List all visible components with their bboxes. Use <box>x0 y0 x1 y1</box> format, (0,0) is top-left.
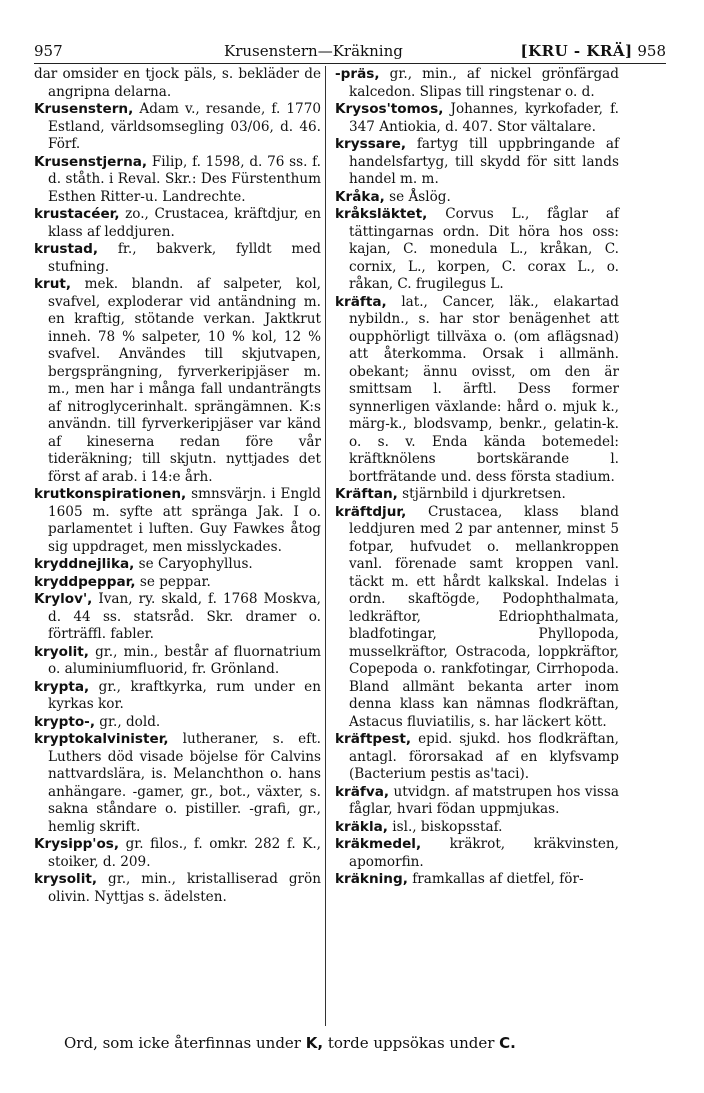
entry-text: Johannes, kyrkofader, f. 347 Antiokia, d. 407. Stor vältalare. <box>349 101 619 135</box>
entry-headword: kräftdjur, <box>335 503 407 520</box>
dictionary-entry <box>335 784 619 819</box>
entry-headword: -präs, <box>335 66 380 82</box>
dictionary-entry <box>34 871 321 906</box>
entry-text: gr., min., består af fluornatrium o. aluminiumfluorid, fr. Grönland. <box>48 643 321 677</box>
entry-text: kräkrot, kräkvinsten, apomorfin. <box>349 836 619 870</box>
entry-range: [KRU - KRÄ] <box>520 42 633 60</box>
entry-headword: kräkning, <box>335 871 408 887</box>
footer-text-a: Ord, som icke återfinnas under <box>64 1034 306 1052</box>
entry-text: gr., min., af nickel grönfärgad kalcedon. Slipas till ringstenar o. d. <box>349 66 619 100</box>
left-column <box>34 66 321 906</box>
entry-text: Ivan, ry. skald, f. 1768 Moskva, d. 44 ss. statsråd. Skr. dramer o. förträffl. fabler. <box>48 591 321 642</box>
entry-text: epid. sjukd. hos flodkräftan, antagl. förorsakad af en klyfsvamp (Bacterium pestis as'taci). <box>349 731 619 782</box>
entry-text: Adam v., resande, f. 1770 Estland, världsomsegling 03/06, d. 46. Förf. <box>48 101 321 152</box>
dictionary-entry <box>34 154 321 207</box>
dictionary-entry <box>34 206 321 241</box>
entry-headword: krutkonspirationen, <box>34 486 187 502</box>
entry-headword: Kråka, <box>335 188 385 205</box>
dictionary-entry <box>34 836 321 871</box>
entry-text: stjärnbild i djurkretsen. <box>397 486 566 502</box>
entry-text: gr., kraftkyrka, rum under en kyrkas kor. <box>48 678 321 712</box>
dictionary-entry <box>335 101 619 136</box>
entry-text: se Caryophyllus. <box>134 556 253 572</box>
entry-headword: krustad, <box>34 241 99 257</box>
entry-text: dar omsider en tjock päls, s. bekläder de angripna delarna. <box>34 66 321 100</box>
entry-headword: kräkla, <box>335 818 388 835</box>
entry-text: fr., bakverk, fylldt med stufning. <box>48 241 321 275</box>
entry-headword: Krylov', <box>34 591 93 607</box>
dictionary-entry <box>335 486 619 504</box>
entry-headword: Krusenstern, <box>34 101 134 117</box>
right-column <box>335 66 619 889</box>
entry-text: gr., dold. <box>94 713 161 730</box>
entry-headword: kryolit, <box>34 643 89 660</box>
entry-text: Filip, f. 1598, d. 76 ss. f. d. ståth. i Reval. Skr.: Des Fürstenthum Esthen Ritter-u. Landrechte. <box>48 153 321 205</box>
entry-text: gr. filos., f. omkr. 282 f. K., stoiker, d. 209. <box>48 836 321 870</box>
entry-text: smnsvärjn. i Engld 1605 m. syfte att spränga Jak. I o. parlamentet i luften. Guy Fawkes åtog sig uppdraget, men misslyckades. <box>48 486 321 555</box>
header-rule <box>34 63 666 64</box>
entry-text: zo., Crustacea, kräftdjur, en klass af leddjuren. <box>48 206 321 240</box>
entry-text: se Åslög. <box>384 188 451 205</box>
dictionary-entry <box>335 189 619 207</box>
page-number-left: 957 <box>34 42 63 60</box>
entry-text: lutheraner, s. eft. Luthers död visade böjelse för Calvins nattvardslära, is. Melanchthon o. hans anhängare. -gamer, gr., bot., växter, s. sakna ståndare o. pistiller. -grafi, gr., hemlig skrift. <box>48 731 321 835</box>
dictionary-entry <box>335 66 619 101</box>
entry-headword: Krusenstjerna, <box>34 153 148 170</box>
entry-headword: kräkmedel, <box>335 836 422 852</box>
entry-text: fartyg till uppbringande af handelsfartyg, till skydd för sitt lands handel m. m. <box>349 136 619 187</box>
entry-text: utvidgn. af matstrupen hos vissa fåglar, hvari födan uppmjukas. <box>349 783 619 817</box>
footer-letter-c: C. <box>499 1034 516 1052</box>
entry-headword: krut, <box>34 276 72 292</box>
entry-text: mek. blandn. af salpeter, kol, svafvel, exploderar vid antändning m. en kraftig, stötande verkan. Jaktkrut inneh. 78 % salpeter, 10 % kol, 12 % svafvel. Användes till skjutvapen, bergsprängning, fyrverkeripjäser m. m., men har i många fall undanträngts af nitroglycerinhalt. sprängämnen. K:s användn. till fyrverkeripjäser var känd af kineserna redan före vår tideräkning; till skjutn. nyttjades det först af arab. i 14:e årh. <box>48 276 321 485</box>
entry-text: se peppar. <box>135 573 211 590</box>
entry-text: isl., biskopsstaf. <box>387 818 503 835</box>
footer-letter-k: K, <box>305 1034 324 1052</box>
dictionary-entry <box>335 819 619 837</box>
entry-text: Corvus L., fåglar af tättingarnas ordn. Dit höra hos oss: kajan, C. monedula L., kråkan, C. cornix, L., korpen, C. corax L., o. råkan, C. frugilegus L. <box>349 206 619 292</box>
header-right <box>520 42 666 60</box>
entry-text: Crustacea, klass bland leddjuren med 2 par antenner, minst 5 fotpar, hufvudet o. mellankroppen vanl. förenade samt kroppen vanl. täckt m. ett hårdt kalkskal. Indelas i ordn. skaftögde, Podophthalmata, ledkräftor, Edriophthalmata, bladfotingar, Phyllopoda, musselkräftor, Ostracoda, loppkräftor, Copepoda o. rankfotingar, Cirrhopoda. Bland allmänt bekanta arter inom denna klass kan nämnas flodkräftan, Astacus fluviatilis, s. har läckert kött. <box>349 503 619 730</box>
dictionary-entry <box>34 714 321 732</box>
dictionary-entry <box>335 871 619 889</box>
dictionary-entry <box>34 486 321 556</box>
entry-headword: krypto-, <box>34 713 95 730</box>
entry-headword: Krysos'tomos, <box>335 101 444 117</box>
dictionary-entry <box>335 731 619 784</box>
dictionary-entry <box>335 206 619 294</box>
dictionary-entry <box>34 101 321 154</box>
entry-headword: kräftpest, <box>335 731 412 747</box>
dictionary-entry <box>34 574 321 592</box>
running-title: Krusenstern—Kräkning <box>224 42 403 60</box>
dictionary-entry <box>335 136 619 189</box>
dictionary-entry <box>34 66 321 101</box>
dictionary-entry <box>34 679 321 714</box>
dictionary-entry <box>34 241 321 276</box>
dictionary-entry <box>335 836 619 871</box>
dictionary-entry <box>335 294 619 487</box>
entry-text: gr., min., kristalliserad grön olivin. Nyttjas s. ädelsten. <box>48 871 321 905</box>
entry-headword: krypta, <box>34 678 90 695</box>
entry-text: lat., Cancer, läk., elakartad nybildn., s. har stor benägenhet att oupphörligt tillväxa o. (om aflägsnad) att återkomma. Orsak i allmänh. obekant; ännu ovisst, om den är smittsam l. ärftl. Dess former synnerligen växlande: hård o. mjuk k., märg-k., blodsvamp, benkr., gelatin-k. o. s. v. Enda kända botemedel: kräftknölens bortskärande l. bortfrätande und. dess första stadium. <box>349 293 619 485</box>
entry-text: framkallas af dietfel, för- <box>407 871 584 887</box>
dictionary-entry <box>34 276 321 486</box>
dictionary-entry <box>34 731 321 836</box>
page-header <box>34 38 666 64</box>
entry-headword: kryptokalvinister, <box>34 731 169 747</box>
footer-note <box>64 1034 664 1052</box>
dictionary-entry <box>34 591 321 644</box>
entry-headword: Kräftan, <box>335 486 398 502</box>
entry-headword: kräfta, <box>335 293 387 310</box>
entry-headword: kryddpeppar, <box>34 573 136 590</box>
entry-headword: kräfva, <box>335 783 390 800</box>
footer-text-b: torde uppsökas under <box>323 1034 500 1052</box>
entry-headword: Krysipp'os, <box>34 836 120 852</box>
dictionary-entry <box>335 504 619 732</box>
entry-headword: kryddnejlika, <box>34 556 135 572</box>
dictionary-entry <box>34 556 321 574</box>
dictionary-entry <box>34 644 321 679</box>
column-divider <box>325 66 326 1026</box>
entry-headword: krysolit, <box>34 871 98 887</box>
page-number-right: 958 <box>637 42 666 60</box>
entry-headword: krustacéer, <box>34 206 120 222</box>
entry-headword: kråksläktet, <box>335 206 428 222</box>
entry-headword: kryssare, <box>335 136 407 152</box>
